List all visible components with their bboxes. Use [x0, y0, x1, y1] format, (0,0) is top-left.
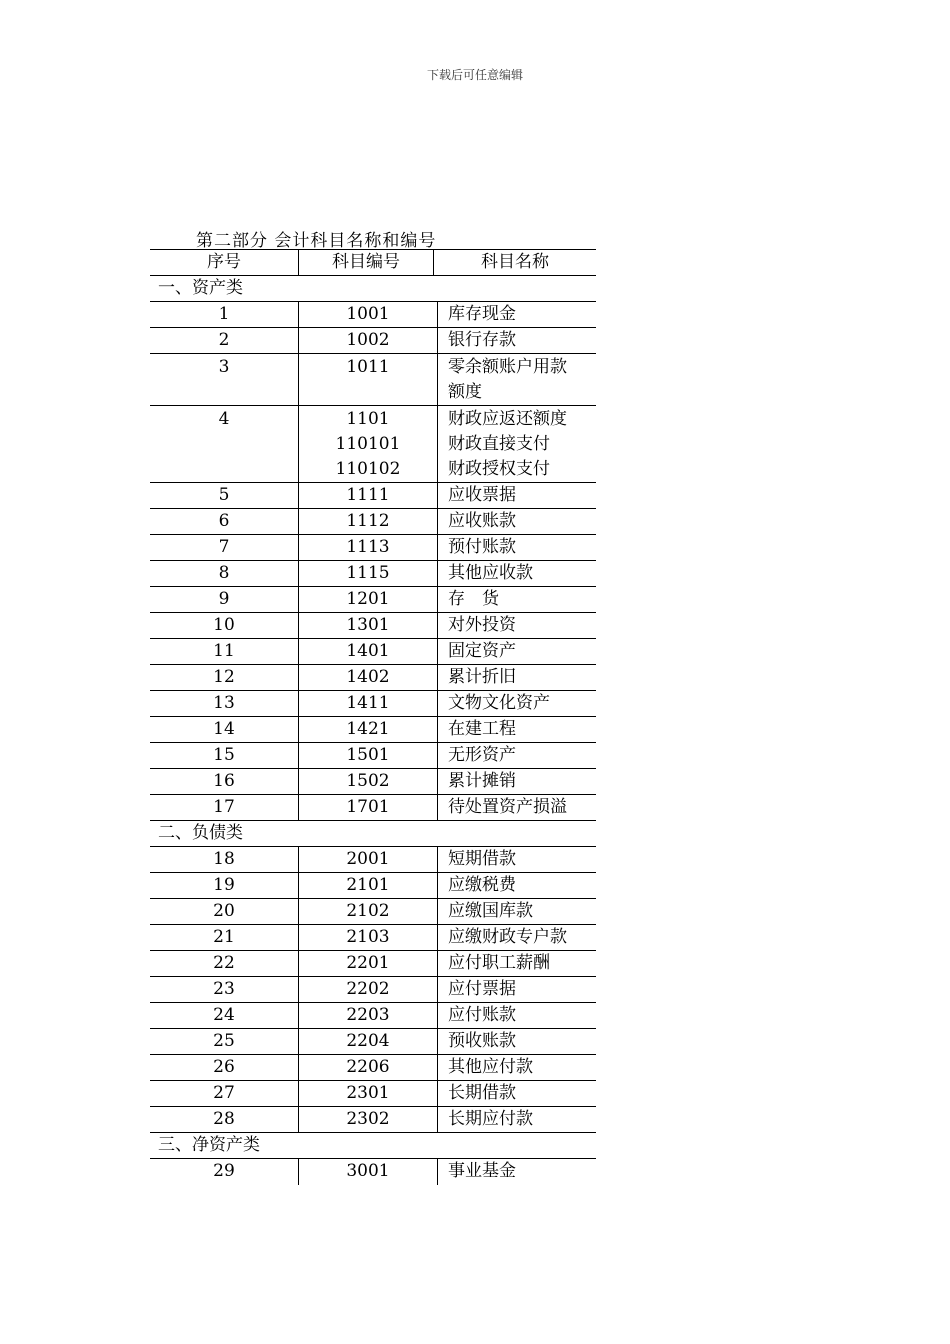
row-index: 12: [150, 665, 299, 690]
row-code: 1701: [299, 795, 438, 820]
row-index: 8: [150, 561, 299, 586]
row-code: 1421: [299, 717, 438, 742]
row-index: 29: [150, 1159, 299, 1185]
row-code: 2302: [299, 1107, 438, 1132]
table-row: [150, 1081, 596, 1107]
row-index: 15: [150, 743, 299, 768]
row-name: 其他应收款: [448, 563, 533, 583]
table-row: [150, 1107, 596, 1133]
row-code-line: 110101: [335, 434, 401, 454]
row-name: 事业基金: [448, 1161, 516, 1181]
row-name: 预收账款: [448, 1031, 516, 1051]
row-name: 在建工程: [448, 719, 516, 739]
row-index: 5: [150, 483, 299, 508]
row-index: 1: [150, 302, 299, 327]
row-name: 存 货: [448, 589, 499, 609]
row-index: 25: [150, 1029, 299, 1054]
row-code: 3001: [299, 1159, 438, 1185]
row-name: 累计折旧: [448, 667, 516, 687]
row-index: 18: [150, 847, 299, 872]
header-index: 序号: [150, 250, 299, 275]
header-name: 科目名称: [481, 252, 549, 272]
table-row: [150, 795, 596, 821]
table-row: [150, 691, 596, 717]
row-name: 应缴国库款: [448, 901, 533, 921]
row-name: 无形资产: [448, 745, 516, 765]
table-row: [150, 613, 596, 639]
row-index: 3: [150, 354, 299, 405]
row-name: 预付账款: [448, 537, 516, 557]
watermark-text: 下载后可任意编辑: [426, 68, 523, 82]
table-row: [150, 899, 596, 925]
row-name: 应收票据: [448, 485, 516, 505]
row-name: 对外投资: [448, 615, 516, 635]
category-row-assets: [150, 276, 596, 302]
row-code: 1502: [299, 769, 438, 794]
row-code: [299, 354, 438, 405]
row-name: 应收账款: [448, 511, 516, 531]
row-name: 银行存款: [448, 330, 516, 350]
row-index: 28: [150, 1107, 299, 1132]
row-code: [299, 406, 438, 482]
row-index: 17: [150, 795, 299, 820]
row-code: 1113: [299, 535, 438, 560]
row-code: 1411: [299, 691, 438, 716]
row-name: 短期借款: [448, 849, 516, 869]
row-name: 累计摊销: [448, 771, 516, 791]
row-code: 1002: [299, 328, 438, 353]
row-code: 2101: [299, 873, 438, 898]
row-name-line: 财政授权支付: [448, 459, 550, 479]
row-code: 2102: [299, 899, 438, 924]
row-code: 2204: [299, 1029, 438, 1054]
table-row: [150, 977, 596, 1003]
row-index: 13: [150, 691, 299, 716]
section-title: 第二部分 会计科目名称和编号: [196, 231, 437, 251]
table-row: [150, 509, 596, 535]
table-row: [150, 743, 596, 769]
row-code-line: 1101: [346, 409, 390, 429]
table-row: [150, 665, 596, 691]
row-index: 22: [150, 951, 299, 976]
row-index: 19: [150, 873, 299, 898]
table-row: [150, 535, 596, 561]
table-row: [150, 951, 596, 977]
row-code: 1111: [299, 483, 438, 508]
row-name-line: 额度: [448, 382, 482, 402]
row-index: 24: [150, 1003, 299, 1028]
row-name-line: 财政直接支付: [448, 434, 550, 454]
row-index: 26: [150, 1055, 299, 1080]
row-name-line: 零余额账户用款: [448, 357, 567, 377]
table-row: [150, 406, 596, 483]
table-row: [150, 847, 596, 873]
table-row: [150, 1029, 596, 1055]
table-row: [150, 717, 596, 743]
row-name: 待处置资产损溢: [448, 797, 567, 817]
row-name: 其他应付款: [448, 1057, 533, 1077]
category-row-liabilities: [150, 821, 596, 847]
row-name: 文物文化资产: [448, 693, 550, 713]
row-name: 固定资产: [448, 641, 516, 661]
row-index: 6: [150, 509, 299, 534]
row-code: 2201: [299, 951, 438, 976]
row-index: 14: [150, 717, 299, 742]
row-name: 应缴税费: [448, 875, 516, 895]
category-label: 三、净资产类: [158, 1135, 260, 1155]
row-code: 2206: [299, 1055, 438, 1080]
row-name: 长期应付款: [448, 1109, 533, 1129]
row-name: 应付职工薪酬: [448, 953, 550, 973]
table-row: [150, 639, 596, 665]
row-code: 1115: [299, 561, 438, 586]
row-index: 2: [150, 328, 299, 353]
table-row: [150, 302, 596, 328]
row-code: 1001: [299, 302, 438, 327]
header-code: 科目编号: [299, 250, 434, 275]
row-name: [438, 406, 596, 482]
row-index: 4: [150, 406, 299, 482]
row-index: 10: [150, 613, 299, 638]
row-name: 长期借款: [448, 1083, 516, 1103]
row-code: 1301: [299, 613, 438, 638]
row-name: 应付票据: [448, 979, 516, 999]
row-code: 2202: [299, 977, 438, 1002]
row-code-line: 1011: [346, 357, 390, 377]
row-index: 9: [150, 587, 299, 612]
row-name: 库存现金: [448, 304, 516, 324]
row-index: 27: [150, 1081, 299, 1106]
row-index: 21: [150, 925, 299, 950]
table-row: [150, 1003, 596, 1029]
category-row-net-assets: [150, 1133, 596, 1159]
table-row: [150, 769, 596, 795]
row-index: 20: [150, 899, 299, 924]
row-name: [438, 354, 596, 405]
table-row: [150, 1055, 596, 1081]
row-code: 2001: [299, 847, 438, 872]
table-header: [150, 250, 596, 276]
row-code-line: 110102: [335, 459, 401, 479]
row-code: 1501: [299, 743, 438, 768]
row-name-line: 财政应返还额度: [448, 409, 567, 429]
table-row: [150, 328, 596, 354]
row-code: 2301: [299, 1081, 438, 1106]
row-code: 1201: [299, 587, 438, 612]
table-row: [150, 1159, 596, 1185]
table-row: [150, 873, 596, 899]
row-code: 2203: [299, 1003, 438, 1028]
row-code: 1402: [299, 665, 438, 690]
row-code: 2103: [299, 925, 438, 950]
table-row: [150, 483, 596, 509]
row-index: 11: [150, 639, 299, 664]
table-row: [150, 354, 596, 406]
row-name: 应付账款: [448, 1005, 516, 1025]
row-index: 23: [150, 977, 299, 1002]
row-code: 1112: [299, 509, 438, 534]
row-index: 7: [150, 535, 299, 560]
table-row: [150, 561, 596, 587]
category-label: 一、资产类: [158, 278, 243, 298]
row-index: 16: [150, 769, 299, 794]
table-row: [150, 587, 596, 613]
category-label: 二、负债类: [158, 823, 243, 843]
row-name: 应缴财政专户款: [448, 927, 567, 947]
table-row: [150, 925, 596, 951]
accounts-table: [150, 249, 596, 1185]
row-code: 1401: [299, 639, 438, 664]
